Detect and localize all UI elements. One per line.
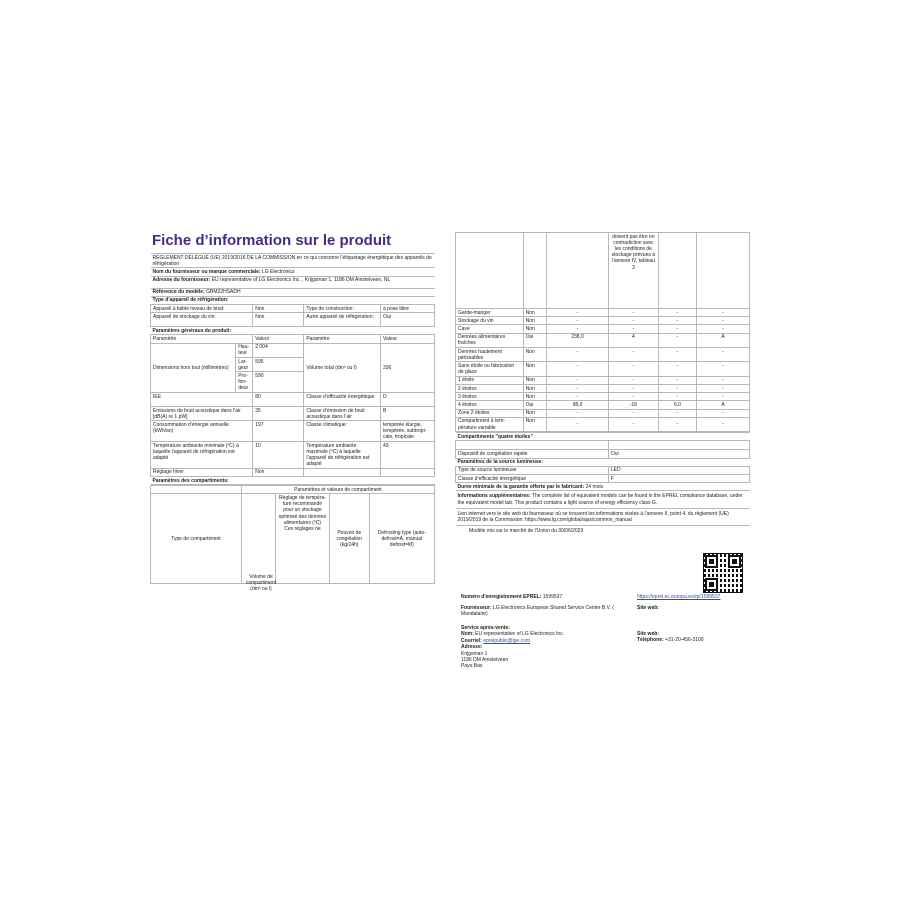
compartment-header-table: Paramètres et valeurs de compartiment Type de compartiment Réglage de température recommandé pour un stockage optimisé des denrées alimentaires (ºC) Ces réglages ne Pouvoir de congélation (kg/24h) Defrosting type (auto-defrost=A, manual defrost=M) xyxy=(150,485,435,584)
dimension-row: Profondeur 590 xyxy=(151,372,435,393)
footer-service: Service après-vente: Nom: EU representative of LG Electronics Inc. Courriel: eprelpublic@lge.com Adresse: Krijgsman 1 1186 DM Amstelveen Pays-Bas Site web: Téléphone: +31-20-456-3100 xyxy=(461,625,704,670)
footer-supplier: Fournisseur: LG Electronics European Shared Service Center B.V. ( Mandataire) Site web: xyxy=(461,605,659,618)
eprel-block: Numéro d'enregistrement EPREL: 1599537 https://eprel.ec.europa.eu/qr/1599537 xyxy=(461,594,721,600)
winter-row: Réglage hiver Non xyxy=(151,468,435,476)
model-row: Référence du modèle: GBM22HSADH xyxy=(151,288,435,296)
eprel-qr-code[interactable] xyxy=(703,553,743,593)
email-link[interactable]: eprelpublic@lge.com xyxy=(483,637,530,644)
table-row: 1 étoile Non - - - - xyxy=(456,376,750,384)
general-row: Température ambiante minimale (ºC) à laquelle l’appareil de réfrigération est adapté 10 Température ambiante maximale (ºC) à laquelle l’appareil de réfrigération est adapté 43 xyxy=(151,442,435,469)
table-row: Stockage du vin Non - - - - xyxy=(456,317,750,325)
fiche-left-page xyxy=(150,232,435,593)
table-row: Zone 2 étoiles Non - - - - xyxy=(456,409,750,417)
supplier-row: Nom du fournisseur ou marque commerciale: LG Electronics xyxy=(151,268,435,276)
type-row: Appareil de stockage du vin: Non Autre appareil de réfrigération: Oui xyxy=(151,313,435,327)
market-date: Modèle mis sur le marché de l’Union du 30/06/2023 xyxy=(469,528,584,535)
table-row: Sans étoile ou fabrication de glace Non - - - - xyxy=(456,362,750,376)
general-row: Consommation d’énergie annuelle (kWh/an) 197 Classe climatique: tempérée élargie, tempérée, subtropicale, tropicale xyxy=(151,421,435,442)
light-class-row: Classe d’efficacité énergétique F xyxy=(456,475,750,483)
volume-column-label: Volume de compartiment (dm³ ou l) xyxy=(245,574,277,593)
extra-info-table xyxy=(455,432,750,526)
table-row: 3 étoiles Non - - - - xyxy=(456,393,750,401)
dimension-row: Largeur 595 xyxy=(151,358,435,372)
table-row: Denrées hautement périssables Non - - - - xyxy=(456,348,750,362)
address-row: Adresse du fournisseur: EU representative of LG Electronics Inc. , Krijgsman 1, 1186 DM Amstelveen, NL xyxy=(151,276,435,288)
guarantee-row: Durée minimale de la garantie offerte par le fabricant: 24 mois xyxy=(456,483,750,491)
light-type-row: Type de source lumineuse LED xyxy=(456,466,750,474)
general-row: IEE 80 Classe d’efficacité énergétique D xyxy=(151,393,435,407)
eprel-link[interactable]: https://eprel.ec.europa.eu/qr/1599537 xyxy=(637,594,721,600)
general-row: Émissions de bruit acoustique dans l’air [dB(A) re 1 pW] 35 Classe d’émission de bruit acoustique dans l’air B xyxy=(151,407,435,421)
compartments-header: Paramètres des compartiments: xyxy=(151,477,435,485)
fiche-right-page xyxy=(455,232,750,670)
fiche-table xyxy=(150,253,435,485)
table-row: 4 étoiles Oui 98,0 -18 6,0 A xyxy=(456,401,750,409)
light-header: Paramètres de la source lumineuse: xyxy=(456,458,750,466)
page-title: Fiche d’information sur le produit xyxy=(152,232,392,249)
table-row: Garde-manger Non - - - - xyxy=(456,309,750,317)
table-row: 2 étoiles Non - - - - xyxy=(456,385,750,393)
type-header: Type d’appareil de réfrigération: xyxy=(151,296,435,304)
table-row: Compartiment à température variable Non - - - - xyxy=(456,417,750,431)
web-link-row: Lien internet vers le site web du fournisseur où se trouvent les informations visées à l’annexe II, point 4, du règlement (UE) 2019/2019 de la Commission: https://www.lg.com/global/ajax/common_manual xyxy=(456,508,750,525)
general-header: Paramètres généraux du produit: xyxy=(151,327,435,335)
regulation-text: RÈGLEMENT DÉLÉGUÉ (UE) 2019/2016 DE LA COMMISSION en ce qui concerne l’étiquetage énergétique des appareils de réfrigération xyxy=(151,254,435,268)
table-row: Denrées alimentaires fraîches Oui 238,0 4 - A xyxy=(456,333,750,347)
general-columns: Paramètre Valeur Paramètre Valeur xyxy=(151,335,435,343)
fast-freeze-row: Dispositif de congélation rapide Oui xyxy=(456,450,750,458)
compartment-continuation-table: doivent pas être en contradiction avec les conditions de stockage prévues à l’annexe IV, tableau 3 Garde-manger Non - - - - Stockage du vin Non - - - - Cave Non - - - - Denrées alimentaires fraîches Oui 238,0 4 - A Denrées hautement périssables Non - - - - Sans étoile ou fabrication de glace Non - - - - 1 étoile Non - - - - 2 étoiles Non - - - - 3 étoiles Non - - - - 4 étoiles Oui 98,0 -18 6,0 A Zone 2 étoiles Non - - - - Compartiment à température variable Non - - - - xyxy=(455,232,750,432)
extra-info-row: Informations supplémentaires: The complete list of equivalent models can be found in the EPREL compliance database, under the equivalent model tab. This product contains a light source of energy efficiency class G. xyxy=(456,491,750,508)
type-row: Appareil à faible niveau de bruit: Non Type de construction: à pose libre xyxy=(151,305,435,313)
four-star-header: Compartiments "quatre étoiles" xyxy=(456,433,750,441)
dimension-row: Dimensions hors tout (millimètres) Hauteur 2 004 Volume total (dm³ ou l) 336 xyxy=(151,343,435,357)
table-row: Cave Non - - - - xyxy=(456,325,750,333)
